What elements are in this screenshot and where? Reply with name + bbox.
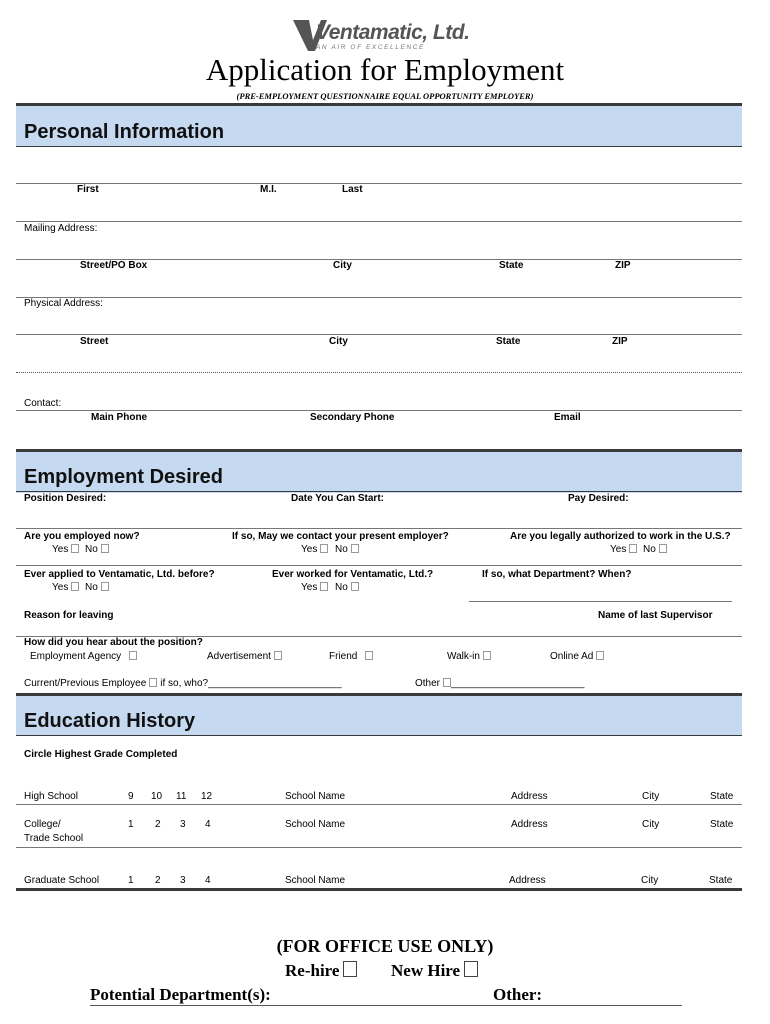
- checkbox[interactable]: [464, 961, 478, 977]
- page-subtitle: (PRE-EMPLOYMENT QUESTIONNAIRE EQUAL OPPORTUNITY EMPLOYER): [236, 91, 534, 101]
- grade-option[interactable]: 11: [176, 791, 187, 802]
- start-date-label: Date You Can Start:: [291, 493, 384, 504]
- grade-option[interactable]: 3: [180, 875, 186, 886]
- school-name-label: School Name: [285, 791, 346, 802]
- checkbox[interactable]: [343, 961, 357, 977]
- checkbox[interactable]: [274, 651, 282, 660]
- contact-line: [16, 410, 742, 411]
- school-name-label: School Name: [285, 875, 346, 886]
- department-answer-line[interactable]: [469, 601, 732, 602]
- address-label: Address: [511, 819, 548, 830]
- checkbox[interactable]: [320, 582, 328, 591]
- mailing-zip-label: ZIP: [615, 260, 631, 271]
- physical-street-label: Street: [80, 336, 109, 347]
- divider: [16, 372, 742, 373]
- name-line: [16, 183, 742, 184]
- section-header-education: [16, 693, 742, 736]
- city-label: City: [641, 875, 659, 886]
- contact-employer-question: If so, May we contact your present employer?: [232, 531, 449, 542]
- divider: [16, 528, 742, 529]
- checkbox[interactable]: [129, 651, 137, 660]
- section-bottom-border: [16, 888, 742, 891]
- checkbox[interactable]: [351, 582, 359, 591]
- physical-city-label: City: [329, 336, 348, 347]
- checkbox[interactable]: [659, 544, 667, 553]
- contact-yes-option[interactable]: Yes: [301, 544, 328, 555]
- who-field[interactable]: if so, who?________________________: [160, 678, 342, 689]
- authorized-yes-option[interactable]: Yes: [610, 544, 637, 555]
- section-header-employment: [16, 449, 742, 493]
- applied-before-question: Ever applied to Ventamatic, Ltd. before?: [24, 569, 215, 580]
- worked-no-option[interactable]: No: [335, 582, 359, 593]
- company-logo: [290, 18, 480, 54]
- worked-before-question: Ever worked for Ventamatic, Ltd.?: [272, 569, 434, 580]
- rehire-option[interactable]: Re-hire: [285, 961, 357, 981]
- department-question: If so, what Department? When?: [482, 569, 632, 580]
- checkbox[interactable]: [483, 651, 491, 660]
- checkbox[interactable]: [443, 678, 451, 687]
- worked-yes-option[interactable]: Yes: [301, 582, 328, 593]
- contact-no-option[interactable]: No: [335, 544, 359, 555]
- physical-address-label: Physical Address:: [24, 298, 103, 309]
- divider: [16, 491, 742, 492]
- potential-department-label: Potential Department(s):: [90, 985, 271, 1004]
- email-label: Email: [554, 412, 581, 423]
- office-other-label: Other:: [493, 985, 543, 1004]
- school-name-label: School Name: [285, 819, 346, 830]
- pay-desired-label: Pay Desired:: [568, 493, 629, 504]
- authorized-question: Are you legally authorized to work in the U.S.?: [510, 531, 731, 542]
- checkbox[interactable]: [629, 544, 637, 553]
- mailing-address-label: Mailing Address:: [24, 223, 98, 234]
- grade-option[interactable]: 4: [205, 819, 211, 830]
- section-header-personal: [16, 103, 742, 147]
- employed-no-option[interactable]: No: [85, 544, 109, 555]
- logo-name: Ventamatic, Ltd.: [316, 21, 470, 44]
- divider: [16, 847, 742, 848]
- newhire-option[interactable]: New Hire: [391, 961, 478, 981]
- grade-option[interactable]: 2: [155, 875, 161, 886]
- other-option[interactable]: Other ________________________: [415, 678, 585, 689]
- checkbox[interactable]: [101, 544, 109, 553]
- first-name-label: First: [77, 184, 99, 195]
- grade-option[interactable]: 4: [205, 875, 211, 886]
- divider: [16, 565, 742, 566]
- trade-school-label: Trade School: [24, 833, 84, 844]
- advertisement-option[interactable]: Advertisement: [207, 651, 282, 662]
- physical-line: [16, 334, 742, 335]
- section-title: Employment Desired: [24, 466, 223, 488]
- physical-zip-label: ZIP: [612, 336, 628, 347]
- reason-leaving-label: Reason for leaving: [24, 610, 114, 621]
- physical-state-label: State: [496, 336, 521, 347]
- hear-about-question: How did you hear about the position?: [24, 637, 203, 648]
- position-desired-label: Position Desired:: [24, 493, 107, 504]
- walkin-option[interactable]: Walk-in: [447, 651, 491, 662]
- online-ad-option[interactable]: Online Ad: [550, 651, 604, 662]
- high-school-label: High School: [24, 791, 78, 802]
- last-supervisor-label: Name of last Supervisor: [598, 610, 713, 621]
- divider: [16, 221, 742, 222]
- applied-yes-option[interactable]: Yes: [52, 582, 79, 593]
- contact-label: Contact:: [24, 398, 62, 409]
- grade-instruction: Circle Highest Grade Completed: [24, 749, 178, 760]
- checkbox[interactable]: [351, 544, 359, 553]
- grade-option[interactable]: 9: [128, 791, 134, 802]
- mailing-street-label: Street/PO Box: [80, 260, 148, 271]
- checkbox[interactable]: [320, 544, 328, 553]
- grade-option[interactable]: 12: [201, 791, 213, 802]
- friend-option[interactable]: Friend: [329, 651, 373, 662]
- state-label: State: [710, 819, 734, 830]
- checkbox[interactable]: [101, 582, 109, 591]
- checkbox[interactable]: [149, 678, 157, 687]
- authorized-no-option[interactable]: No: [643, 544, 667, 555]
- divider: [16, 297, 742, 298]
- checkbox[interactable]: [596, 651, 604, 660]
- divider: [16, 146, 742, 147]
- grade-option[interactable]: 10: [151, 791, 163, 802]
- state-label: State: [709, 875, 733, 886]
- last-name-label: Last: [342, 184, 363, 195]
- state-label: State: [710, 791, 734, 802]
- mailing-state-label: State: [499, 260, 524, 271]
- employed-yes-option[interactable]: Yes: [52, 544, 79, 555]
- page-title: Application for Employment: [205, 52, 565, 87]
- city-label: City: [642, 791, 660, 802]
- checkbox[interactable]: [71, 582, 79, 591]
- secondary-phone-label: Secondary Phone: [310, 412, 395, 423]
- divider: [16, 804, 742, 805]
- city-label: City: [642, 819, 660, 830]
- agency-option[interactable]: Employment Agency: [30, 651, 137, 662]
- grade-option[interactable]: 3: [180, 819, 186, 830]
- checkbox[interactable]: [365, 651, 373, 660]
- department-line[interactable]: [90, 1005, 682, 1006]
- grade-option[interactable]: 1: [128, 875, 134, 886]
- grade-option[interactable]: 1: [128, 819, 134, 830]
- mi-label: M.I.: [260, 184, 277, 195]
- employed-now-question: Are you employed now?: [24, 531, 140, 542]
- address-label: Address: [511, 791, 548, 802]
- graduate-school-label: Graduate School: [24, 875, 100, 886]
- divider: [16, 735, 742, 736]
- logo-tagline: AN AIR OF EXCELLENCE: [316, 44, 425, 51]
- checkbox[interactable]: [71, 544, 79, 553]
- applied-no-option[interactable]: No: [85, 582, 109, 593]
- grade-option[interactable]: 2: [155, 819, 161, 830]
- college-label: College/: [24, 819, 61, 830]
- other-field[interactable]: ________________________: [451, 678, 585, 689]
- address-label: Address: [509, 875, 546, 886]
- office-use-heading: (FOR OFFICE USE ONLY): [276, 936, 494, 956]
- mailing-city-label: City: [333, 260, 352, 271]
- section-title: Education History: [24, 710, 196, 732]
- current-employee-option[interactable]: Current/Previous Employee if so, who?________________________: [24, 678, 342, 689]
- section-title: Personal Information: [24, 121, 225, 143]
- main-phone-label: Main Phone: [91, 412, 148, 423]
